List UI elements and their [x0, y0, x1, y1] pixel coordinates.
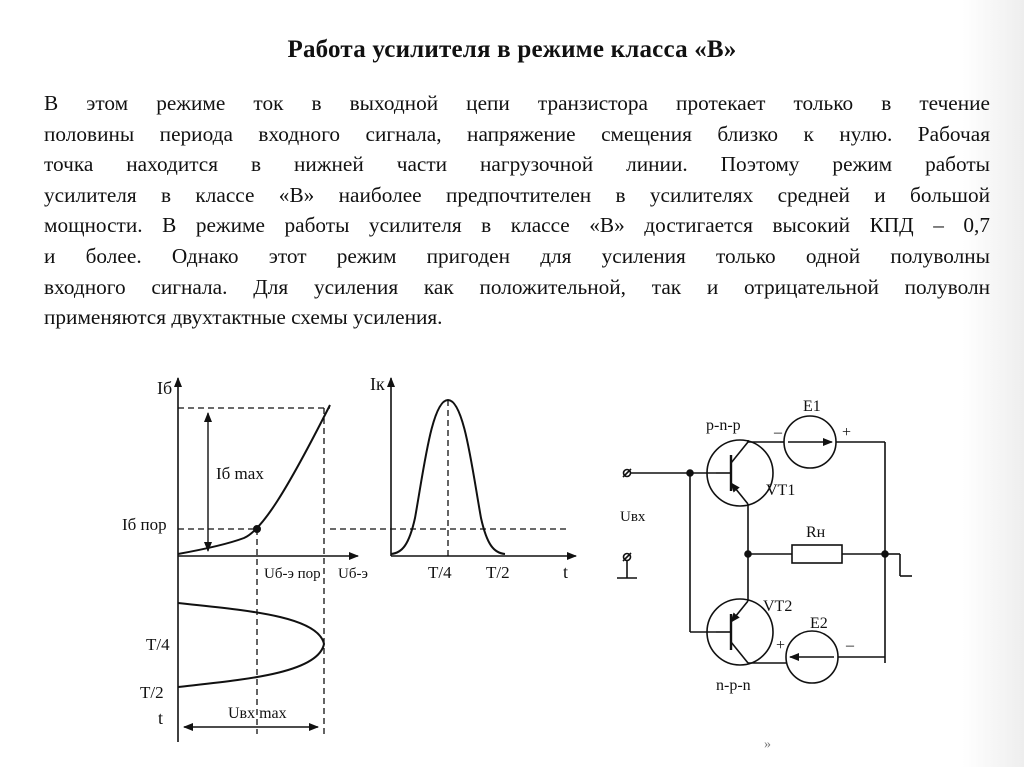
ik-axis-label: Iк	[370, 374, 385, 394]
t-axis-label-middle: t	[563, 562, 569, 582]
slide-title: Работа усилителя в режиме класса «В»	[287, 36, 737, 63]
e1-label: E1	[803, 398, 821, 415]
paragraph-line: применяются двухтактные схемы усиления.	[44, 305, 443, 330]
ib-por-label: Iб пор	[122, 515, 167, 534]
paragraph-line: мощности. В режиме работы усилителя в классе «В» достигается высокий КПД – 0,7	[44, 213, 990, 238]
paragraph-line: В этом режиме ток в выходной цепи транзистора протекает только в течение	[44, 91, 990, 115]
e2-plus: +	[776, 637, 786, 654]
collector-current-graph	[330, 378, 576, 556]
ib-max-label: Iб max	[216, 464, 264, 483]
input-half-wave	[178, 603, 324, 687]
push-pull-circuit	[617, 416, 912, 683]
ube-por-label: Uб-э пор	[264, 566, 321, 582]
vt2-label: VT2	[763, 598, 793, 615]
e2-minus: –	[846, 637, 854, 654]
t4-label-left: T/4	[146, 635, 170, 654]
uvx-label: Uвх	[620, 509, 646, 525]
rn-label: Rн	[806, 524, 826, 541]
paragraph-line: входного сигнала. Для усиления как положительной, так и отрицательной полуволн	[44, 274, 990, 299]
vt1-label: VT1	[766, 482, 796, 499]
e1-minus: –	[774, 424, 782, 441]
pnp-label: p-n-p	[706, 417, 741, 434]
t4-label-middle: T/4	[428, 563, 452, 582]
t2-label-middle: T/2	[486, 563, 510, 582]
npn-label: n-p-n	[716, 677, 751, 694]
paragraph-line: и более. Однако этот режим пригоден для усиления только одной полуволны	[44, 243, 990, 268]
e1-plus: +	[842, 424, 852, 441]
ube-axis-label: Uб-э	[338, 566, 368, 582]
paragraph-line: точка находится в нижней части нагрузочной линии. Поэтому режим работы	[44, 152, 990, 177]
input-characteristic-graph	[178, 378, 358, 742]
paragraph-line: усилителя в классе «В» наиболее предпочтителен в усилителях средней и большой	[44, 182, 990, 207]
e2-label: E2	[810, 615, 828, 632]
t-axis-label-left: t	[158, 708, 164, 728]
paragraph-line: половины периода входного сигнала, напряжение смещения близко к нулю. Рабочая	[44, 121, 990, 146]
uvx-max-label: Uвх max	[228, 705, 287, 722]
load-resistor	[792, 545, 842, 563]
footer-mark: »	[764, 737, 771, 752]
ib-axis-label: Iб	[157, 378, 173, 398]
t2-label-left: T/2	[140, 683, 164, 702]
